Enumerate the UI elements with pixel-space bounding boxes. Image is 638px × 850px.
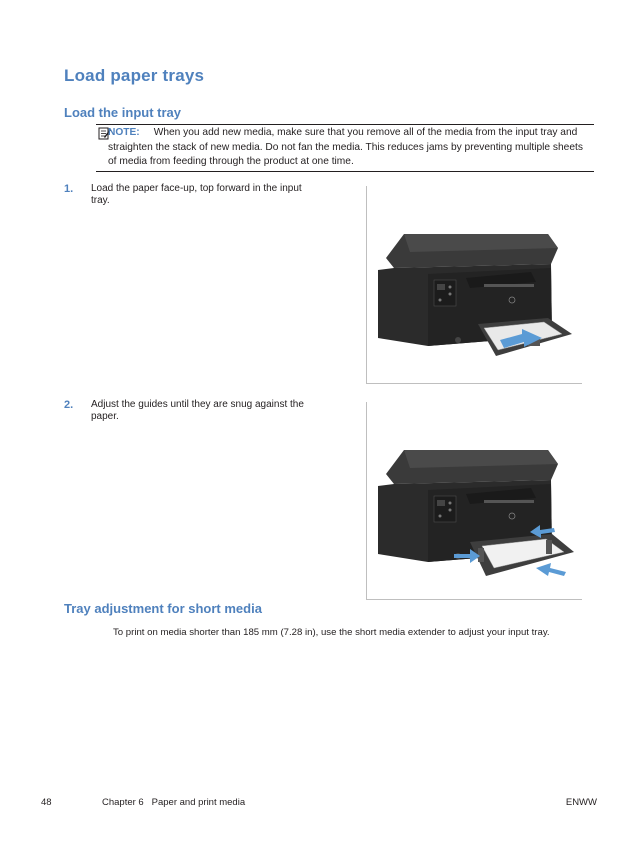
- printer-illustration: [366, 186, 582, 384]
- step-number: 1.: [64, 183, 74, 195]
- note-box: [96, 124, 594, 172]
- note-body: When you add new media, make sure that you remove all of the media from the input tray and straighten the stack of new media. Do not fan the media. This reduces jams by preventing multiple sheets of media from feeding through the product at one time.: [108, 127, 583, 167]
- note-label: NOTE:: [108, 127, 140, 138]
- section-subtitle: Load the input tray: [64, 105, 181, 120]
- step-text: Load the paper face-up, top forward in the input tray.: [91, 183, 302, 206]
- step-text: Adjust the guides until they are snug against the paper.: [91, 399, 304, 422]
- chapter-title: Chapter 6 Paper and print media: [102, 797, 246, 808]
- note-paragraph: [108, 126, 594, 170]
- document-id: ENWW: [565, 797, 597, 808]
- printer-load-paper-illustration: [366, 186, 582, 384]
- printer-adjust-guides-illustration: [366, 402, 582, 600]
- printer-illustration: [366, 402, 582, 600]
- section-title: Load paper trays: [64, 66, 205, 85]
- short-media-heading: Tray adjustment for short media: [64, 601, 262, 616]
- short-media-text: To print on media shorter than 185 mm (7.28 in), use the short media extender to adjust your input tray.: [113, 627, 550, 638]
- step-number: 2.: [64, 399, 74, 411]
- page-number: 48: [41, 797, 52, 808]
